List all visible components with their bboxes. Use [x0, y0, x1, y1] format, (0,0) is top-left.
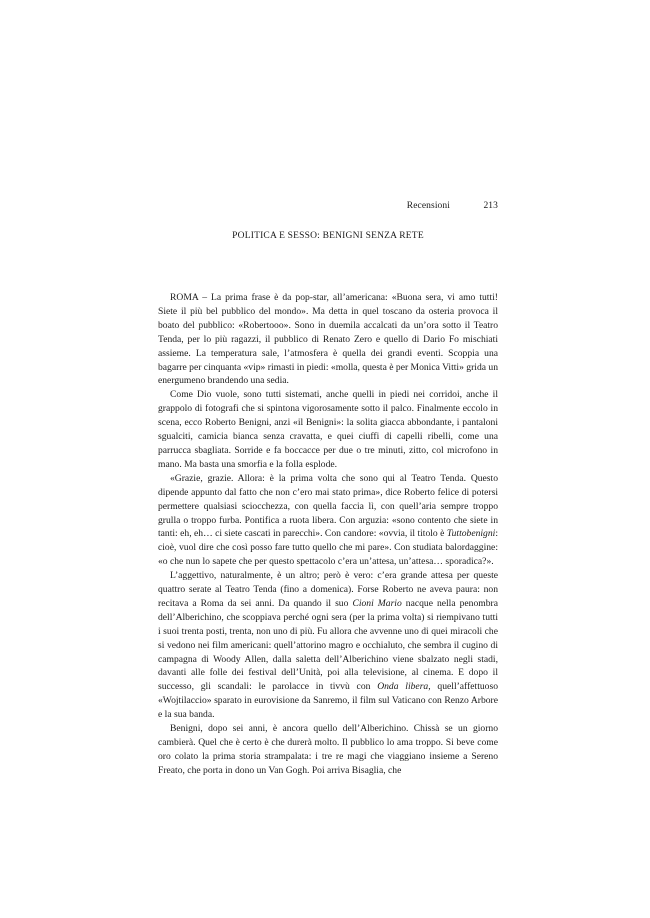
text-run: Benigni, dopo sei anni, è ancora quello dell’Alberichino. Chissà se un giorno cambierà. Quel che è certo è che durerà molto. Il pubblico lo ama troppo. Si beve come oro colato la prima storia strampalata: i tre re magi che viaggiano insieme a Sereno Freato, che porta in dono un Van Gogh. Poi arriva Bisaglia, che: [158, 723, 498, 776]
paragraph: [158, 722, 498, 778]
page-number: 213: [483, 201, 498, 211]
text-run: Come Dio vuole, sono tutti sistemati, anche quelli in piedi nei corridoi, anche il grappolo di fotografi che si spintona vigorosamente sotto il palco. Finalmente eccolo in scena, ecco Roberto Benigni, anzi «il Benigni»: la solita giacca abbondante, i pantaloni sgualciti, camicia bianca senza cravatta, e quei ciuffi di capelli ribelli, come una parrucca sbagliata. Sorride e fa boccacce per due o tre minuti, zitto, col microfono in mano. Ma basta una smorfia e la folla esplode.: [158, 389, 498, 470]
running-head-section: Recensioni: [406, 201, 450, 211]
italic-title: Onda libera: [377, 681, 429, 693]
running-head: [158, 201, 498, 211]
text-run: , quell’affettuoso «Wojtilaccio» sparato in eurovisione da Sanremo, il film sul Vaticano con Renzo Arbore e la sua banda.: [158, 681, 498, 721]
text-run: : cioè, vuol dire che così posso fare tutto quello che mi pare». Con studiata balordaggine: «o che nun lo sapete che per questo spettacolo c’era un’attesa, un’attesa… sporadica?».: [158, 528, 498, 568]
text-run: ROMA – La prima frase è da pop-star, all’americana: «Buona sera, vi amo tutti! Siete il più bel pubblico del mondo». Ma detta in quel toscano da osteria provoca il boato del pubblico: «Robertooo». Sono in duemila accalcati da un’ora sotto il Teatro Tenda, per lo più ragazzi, il pubblico di Renato Zero e quello di Dario Fo mischiati assieme. La temperatura sale, l’atmosfera è quella dei grandi eventi. Scoppia una bagarre per cinquanta «vip» rimasti in piedi: «molla, questa è per Monica Vitti» grida un energumeno brandendo una sedia.: [158, 292, 498, 387]
paragraph: [158, 388, 498, 471]
article-title: POLITICA E SESSO: BENIGNI SENZA RETE: [232, 231, 424, 241]
text-run: nacque nella penombra dell’Alberichino, che scoppiava perché ogni sera (per la prima volta) si riempivano tutti i suoi trenta posti, trenta, non uno di più. Fu allora che avvenne uno di quei miracoli che si vedono nei film americani: quell’attorino magro e occhialuto, che sembra il cugino di campagna di Woody Allen, dalla saletta dell’Alberichino viene sbalzato negli stadi, davanti alle folle dei festival dell’Unità, poi alla televisione, al cinema. E dopo il successo, gli scandali: le parolacce in tivvù con: [158, 597, 498, 693]
text-run: L’aggettivo, naturalmente, è un altro; però è vero: c’era grande attesa per queste quattro serate al Teatro Tenda (fino a domenica). Forse Roberto ne aveva paura: non recitava a Roma da sei anni. Da quando il suo: [158, 570, 498, 609]
italic-title: Tuttobenigni: [446, 528, 496, 540]
paragraph: [158, 291, 498, 388]
paragraph: [158, 472, 498, 569]
text-run: «Grazie, grazie. Allora: è la prima volta che sono qui al Teatro Tenda. Questo dipende appunto dal fatto che non c’ero mai stato prima», dice Roberto felice di potersi permettere qualsiasi sciocchezza, con quella faccia lì, con quell’aria sempre troppo grulla o troppo furba. Pontifica a ruota libera. Con arguzia: «sono contento che siete in tanti: eh, eh… ci siete cascati in parecchi». Con candore: «ovvia, il titolo è: [158, 472, 498, 540]
paragraph: [158, 569, 498, 722]
italic-title: Cioni Mario: [352, 597, 402, 609]
article-body: [158, 291, 498, 778]
